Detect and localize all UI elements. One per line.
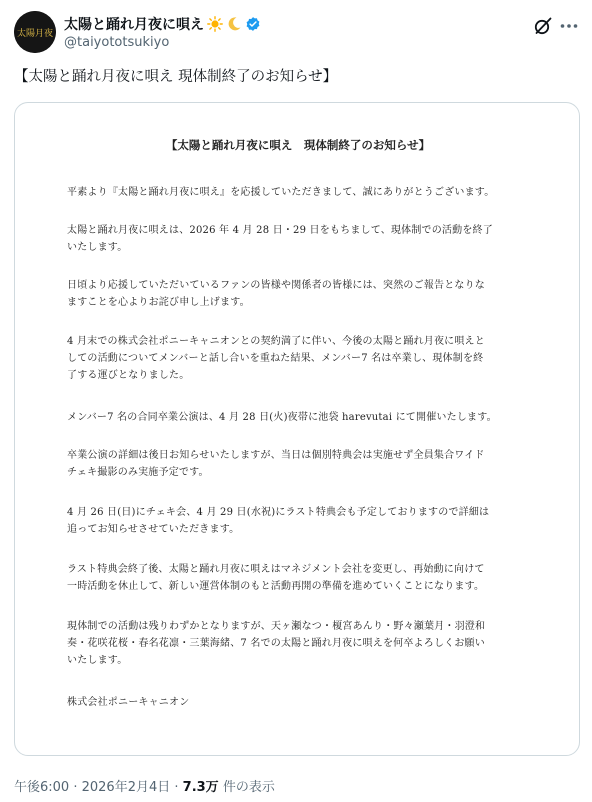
notice-paragraph: メンバー7 名の合同卒業公演は、4 月 28 日(火)夜帯に池袋 harevutai にて開催いたします。 [67, 412, 497, 423]
post-time[interactable]: 午後6:00 [14, 780, 70, 795]
grok-icon[interactable] [532, 15, 554, 37]
avatar[interactable] [14, 11, 56, 53]
meta-separator-2: · [170, 780, 183, 795]
notice-paragraph: ラスト特典会終了後、太陽と踊れ月夜に唄えはマネジメント会社を変更し、再始動に向けて 一時活動を休止して、新しい運営体制のもと活動再開の準備を進めていくことになります。 [67, 564, 485, 592]
name-row [64, 13, 261, 35]
views-count[interactable]: 7.3万 [182, 780, 219, 795]
notice-paragraph: 4 月 26 日(日)にチェキ会、4 月 29 日(水祝)にラスト特典会も予定しておりますので詳細は 追ってお知らせさせていただきます。 [67, 507, 490, 535]
avatar-text: 太陽月夜 [16, 29, 54, 39]
notice-paragraph: 卒業公演の詳細は後日お知らせいたしますが、当日は個別特典会は実施せず全員集合ワイド チェキ撮影のみ実施予定です。 [67, 450, 485, 478]
verified-badge-icon [245, 16, 261, 32]
avatar-logo [14, 11, 56, 53]
notice-paragraph: 平素より『太陽と踊れ月夜に唄え』を応援していただきまして、誠にありがとうございます。 [67, 187, 495, 198]
meta-separator: · [69, 780, 82, 795]
views-label: 件の表示 [218, 780, 275, 795]
notice-paragraph: 現体制での活動は残りわずかとなりますが、天ヶ瀬なつ・榎宮あんり・野々瀬葉月・羽澄和 奏・花咲花桜・春名花凛・三葉海緒、7 名での太陽と踊れ月夜に唄えを何卒よろしくお願い いたします。 [67, 621, 486, 666]
notice-paragraph: 4 月末での株式会社ポニーキャニオンとの契約満了に伴い、今後の太陽と踊れ月夜に唄えと しての活動についてメンバーと話し合いを重ねた結果、メンバー7 名は卒業し、現体制を終 了する運びとなりました。 [67, 336, 485, 381]
tweet-header [14, 8, 580, 56]
tweet-meta [14, 776, 275, 795]
post-date[interactable]: 2026年2月4日 [81, 780, 171, 795]
display-name[interactable]: 太陽と踊れ月夜に唄え [64, 17, 204, 33]
more-options-icon[interactable] [558, 15, 580, 37]
attached-image[interactable] [14, 102, 580, 756]
tweet-text: 【太陽と踊れ月夜に唄え 現体制終了のお知らせ】 [14, 69, 338, 85]
notice-signature: 株式会社ポニーキャニオン [67, 697, 190, 708]
account-handle[interactable]: @taiyototsukiyo [64, 35, 170, 50]
notice-paragraph: 太陽と踊れ月夜に唄えは、2026 年 4 月 28 日・29 日をもちまして、現体制での活動を終了 いたします。 [67, 225, 493, 253]
notice-title: 【太陽と踊れ月夜に唄え 現体制終了のお知らせ】 [165, 138, 431, 152]
sun-emoji [207, 16, 223, 32]
notice-document [15, 103, 580, 756]
notice-paragraph: 日頃より応援していただいているファンの皆様や関係者の皆様には、突然のご報告となりな ますことを心よりお詫び申し上げます。 [67, 280, 485, 308]
crescent-moon-emoji [226, 16, 242, 32]
